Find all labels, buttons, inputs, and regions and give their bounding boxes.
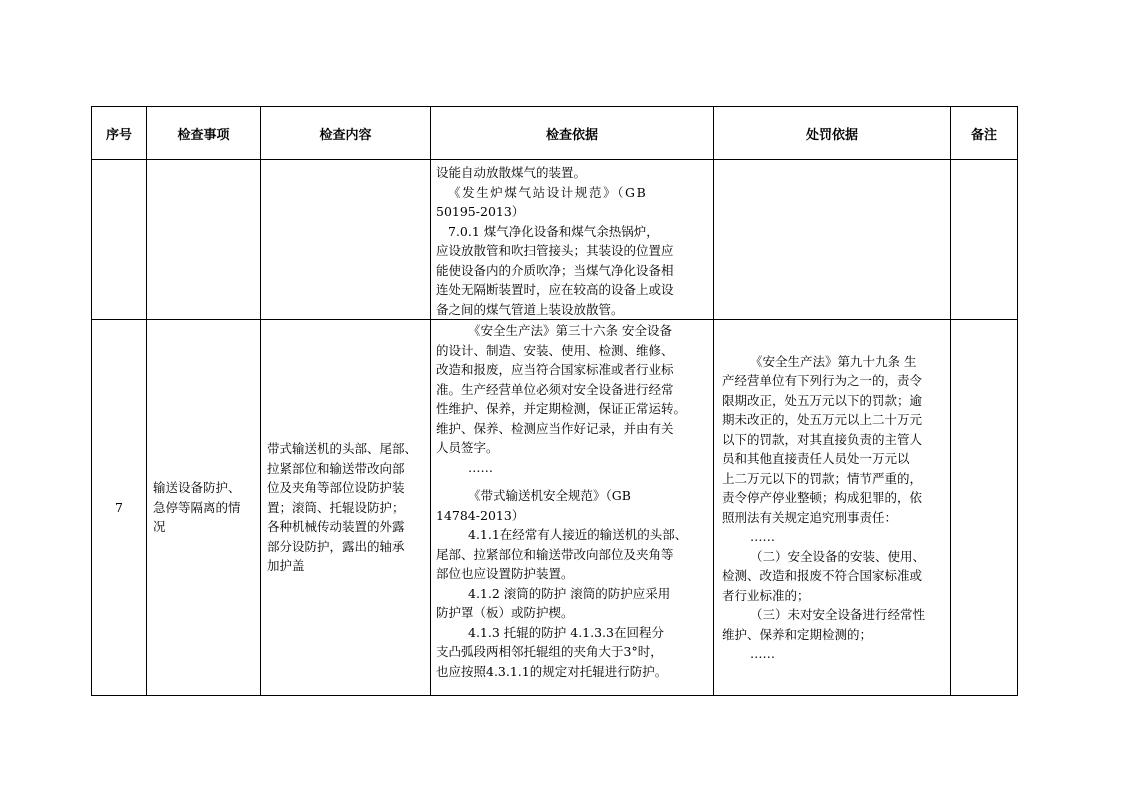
penalty-line: 员和其他直接责任人员处一万元以 <box>722 451 910 466</box>
basis-line: 《发生炉煤气站设计规范》（GB <box>448 184 648 200</box>
header-remark: 备注 <box>951 107 1018 160</box>
basis-gap <box>436 477 708 486</box>
penalty-line: …… <box>750 646 775 661</box>
basis-line: 设能自动放散煤气的装置。 <box>436 165 587 180</box>
cell-item <box>147 320 261 696</box>
cell-no-empty <box>92 160 147 320</box>
cell-no: 7 <box>92 320 147 696</box>
penalty-line: 上二万元以下的罚款；情节严重的， <box>722 470 923 486</box>
penalty-line: …… <box>750 529 775 544</box>
penalty-line: 以下的罚款，对其直接负责的主管人 <box>722 431 923 447</box>
header-penalty: 处罚依据 <box>714 107 951 160</box>
basis-line: 《带式输送机安全规范》（GB <box>468 488 631 503</box>
basis-line: …… <box>468 459 493 475</box>
cell-penalty-empty <box>714 160 951 320</box>
content-line: 加护盖 <box>267 558 305 574</box>
basis-line: 备之间的煤气管道上装设放散管。 <box>436 301 624 317</box>
basis-line: 的设计、制造、安装、使用、检测、维修、 <box>436 342 674 358</box>
cell-item-empty <box>147 160 261 320</box>
basis-line: 14784-2013） <box>436 507 525 523</box>
basis-line: 4.1.1在经常有人接近的输送机的头部、 <box>468 527 688 542</box>
cell-content-empty <box>261 160 431 320</box>
cell-content <box>261 320 431 696</box>
basis-line: 人员签字。 <box>436 440 499 455</box>
basis-line: 《安全生产法》第三十六条 安全设备 <box>468 323 672 338</box>
penalty-line: 者行业标准的； <box>722 587 810 603</box>
cell-remark <box>951 320 1018 696</box>
basis-line: 应设放散管和吹扫管接头；其装设的位置应 <box>436 243 674 258</box>
cell-basis-continued <box>431 160 714 320</box>
cell-remark-empty <box>951 160 1018 320</box>
basis-line: 维护、保养、检测应当作好记录，并由有关 <box>436 420 674 436</box>
basis-line: 尾部、拉紧部位和输送带改向部位及夹角等 <box>436 546 674 562</box>
penalty-line: 期未改正的，处五万元以上二十万元 <box>722 412 923 427</box>
penalty-line: 照刑法有关规定追究刑事责任： <box>722 509 898 525</box>
penalty-line: 责令停产停业整顿；构成犯罪的，依 <box>722 490 923 505</box>
header-content: 检查内容 <box>261 107 431 160</box>
content-line: 置；滚筒、托辊设防护； <box>267 499 405 515</box>
penalty-line: 维护、保养和定期检测的； <box>722 626 873 642</box>
content-line: 带式输送机的头部、尾部、 <box>267 441 418 457</box>
header-basis: 检查依据 <box>431 107 714 160</box>
table-header-row <box>92 107 1018 160</box>
content-line: 位及夹角等部位设防护装 <box>267 480 405 496</box>
basis-line: 7.0.1 煤气净化设备和煤气余热锅炉， <box>448 223 659 239</box>
table-row-continued <box>92 160 1018 320</box>
item-line: 输送设备防护、 <box>153 480 241 496</box>
basis-line: 4.1.2 滚筒的防护 滚筒的防护应采用 <box>468 585 671 601</box>
basis-line: 支凸弧段两相邻托辊组的夹角大于3°时， <box>436 644 663 659</box>
penalty-line: 限期改正，处五万元以下的罚款；逾 <box>722 392 923 408</box>
penalty-line: 《安全生产法》第九十九条 生 <box>750 353 917 369</box>
content-line: 部分设防护，露出的轴承 <box>267 538 405 554</box>
basis-line: 4.1.3 托辊的防护 4.1.3.3在回程分 <box>468 624 664 640</box>
basis-line: 改造和报废，应当符合国家标准或者行业标 <box>436 362 674 377</box>
basis-line: 连处无隔断装置时，应在较高的设备上或设 <box>436 282 674 297</box>
penalty-line: （三）未对安全设备进行经常性 <box>750 607 926 622</box>
cell-basis <box>431 320 714 696</box>
content-line: 各种机械传动装置的外露 <box>267 519 405 535</box>
basis-line: 准。生产经营单位必须对安全设备进行经常 <box>436 381 674 397</box>
table-row-7 <box>92 320 1018 696</box>
basis-line: 部位也应设置防护装置。 <box>436 566 574 581</box>
header-no: 序号 <box>92 107 147 160</box>
item-line: 况 <box>153 519 166 535</box>
penalty-line: 检测、改造和报废不符合国家标准或 <box>722 568 923 583</box>
inspection-table <box>91 106 1018 696</box>
penalty-line: 产经营单位有下列行为之一的，责令 <box>722 373 923 388</box>
cell-penalty <box>714 320 951 696</box>
basis-line: 性维护、保养，并定期检测，保证正常运转。 <box>436 401 687 416</box>
header-item: 检查事项 <box>147 107 261 160</box>
penalty-line: （二）安全设备的安装、使用、 <box>750 548 926 564</box>
basis-line: 能使设备内的介质吹净；当煤气净化设备相 <box>436 262 674 278</box>
item-line: 急停等隔离的情 <box>153 499 241 515</box>
basis-line: 50195-2013） <box>436 204 525 219</box>
content-line: 拉紧部位和输送带改向部 <box>267 460 405 476</box>
basis-line: 也应按照4.3.1.1的规定对托辊进行防护。 <box>436 663 668 679</box>
basis-line: 防护罩（板）或防护楔。 <box>436 605 574 620</box>
